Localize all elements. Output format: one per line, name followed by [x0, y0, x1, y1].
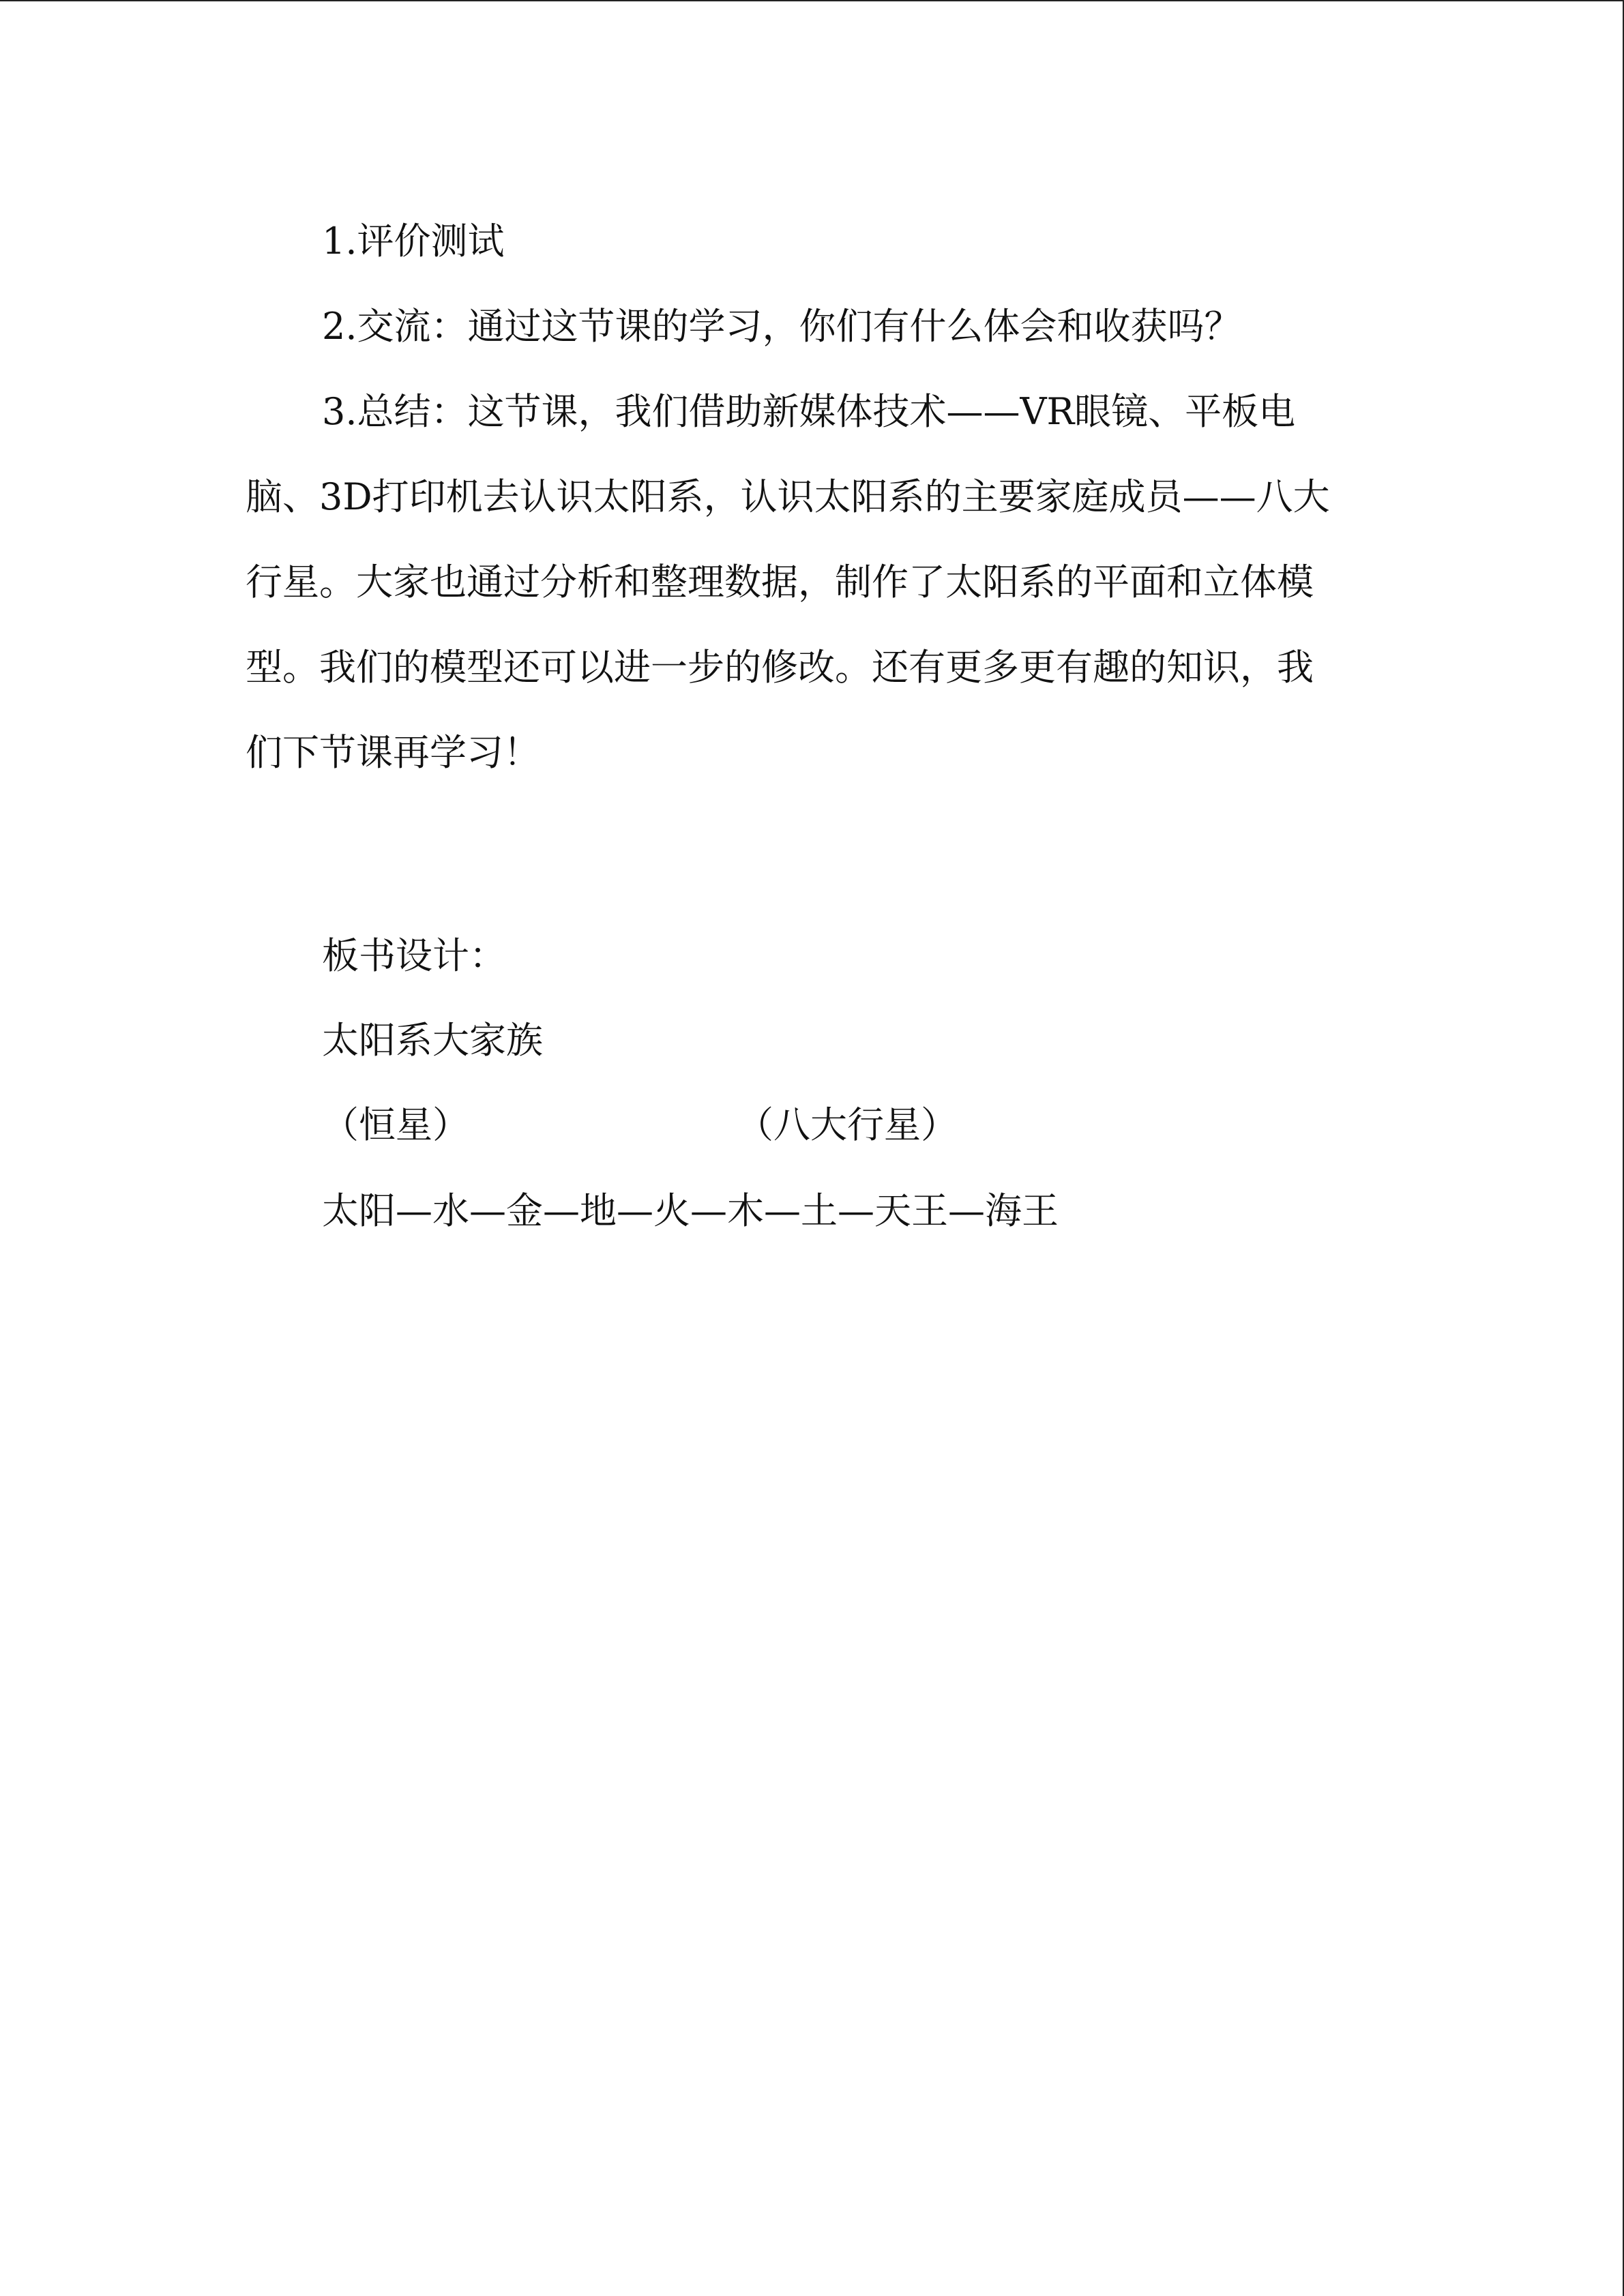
item-discussion: 2.交流：通过这节课的学习，你们有什么体会和收获吗？: [322, 305, 1241, 348]
board-labels-row: [322, 1101, 958, 1150]
board-title: 太阳系大家族: [322, 1019, 543, 1062]
summary-line-3: 行星。大家也通过分析和整理数据，制作了太阳系的平面和立体模: [246, 561, 1314, 603]
planet-sequence: 太阳—水—金—地—火—木—土—天王—海王: [322, 1189, 1059, 1232]
summary-line-4: 型。我们的模型还可以进一步的修改。还有更多更有趣的知识，我: [246, 646, 1314, 689]
summary-line-1: 3.总结：这节课，我们借助新媒体技术——VR眼镜、平板电: [322, 390, 1296, 433]
label-planets: （八大行星）: [737, 1103, 958, 1146]
summary-line-2: 脑、3D打印机去认识太阳系，认识太阳系的主要家庭成员——八大: [246, 475, 1330, 518]
label-star: （恒星）: [322, 1103, 469, 1146]
board-design-heading: 板书设计：: [322, 934, 506, 977]
summary-line-5: 们下节课再学习！: [246, 731, 540, 774]
item-evaluation-test: 1.评价测试: [322, 220, 505, 263]
